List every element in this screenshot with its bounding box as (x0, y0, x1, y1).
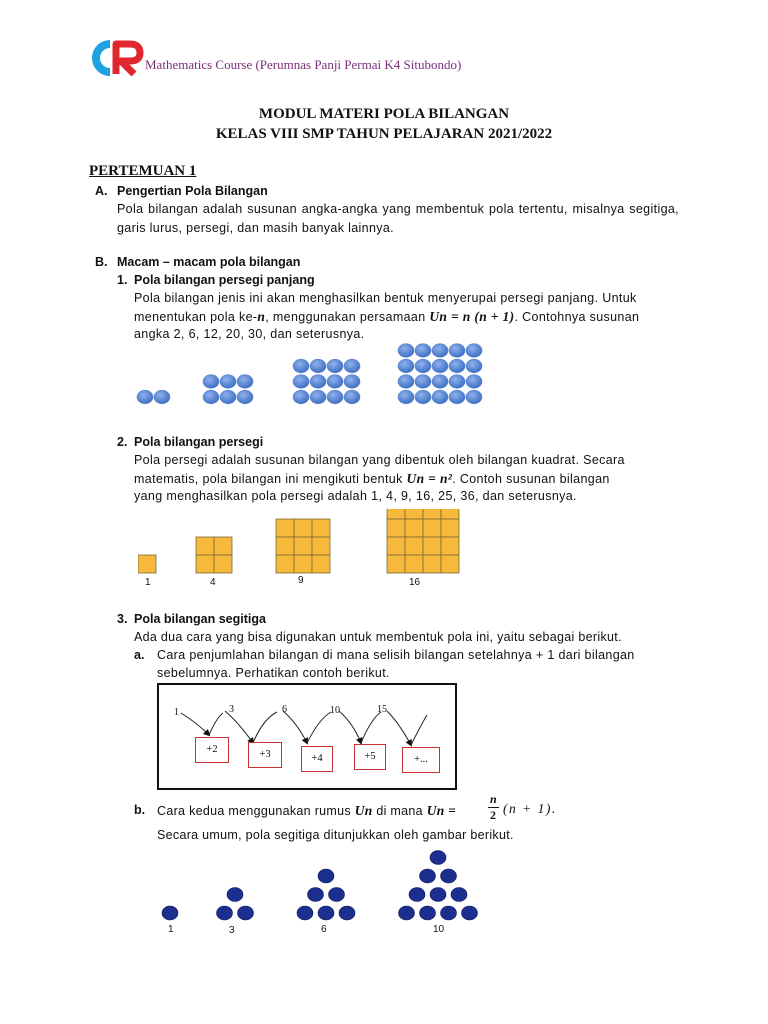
triangle-dot (462, 906, 478, 920)
triangle-dot (451, 888, 467, 902)
square-cell (294, 537, 312, 555)
section-a-marker: A. (95, 184, 108, 198)
logo (88, 40, 144, 76)
item3-heading: Pola bilangan segitiga (134, 612, 266, 626)
triangle-dot (420, 906, 436, 920)
square-cell (276, 537, 294, 555)
square-cell (138, 555, 156, 573)
item3a-line1: Cara penjumlahan bilangan di mana selisih bilangan setelahnya + 1 dari bilangan (157, 648, 635, 662)
rectangle-pattern-figure (130, 340, 500, 412)
square-cell (312, 519, 330, 537)
item3b-eq: = (444, 803, 457, 818)
triangle-label-6: 6 (321, 924, 327, 935)
square-cell (441, 519, 459, 537)
rectangle-dot (293, 375, 309, 389)
square-cell (423, 555, 441, 573)
rectangle-dot (432, 344, 448, 358)
triangle-dot (399, 906, 415, 920)
diff-box-more: +... (402, 747, 440, 773)
rectangle-dot (449, 375, 465, 389)
section-a-heading: Pengertian Pola Bilangan (117, 184, 268, 198)
square-cell (276, 555, 294, 573)
rectangle-dot (466, 344, 482, 358)
rectangle-dot (203, 390, 219, 404)
triangle-dots (158, 842, 498, 924)
triangle-dot (318, 869, 334, 883)
rectangle-dot (344, 390, 360, 404)
item3b-line1 (157, 801, 456, 821)
triangle-dot (308, 888, 324, 902)
triangle-pattern-figure (158, 842, 498, 942)
triangle-dot (238, 906, 254, 920)
rectangle-dot (398, 375, 414, 389)
item2-body-line2 (134, 469, 694, 489)
square-cell (423, 519, 441, 537)
rectangle-dot (415, 390, 431, 404)
rectangle-dot (449, 390, 465, 404)
square-grids (138, 509, 468, 577)
rectangle-dot (327, 390, 343, 404)
rectangle-dot (432, 375, 448, 389)
triangle-dot (318, 906, 334, 920)
triangle-dot (441, 906, 457, 920)
item3b-marker: b. (134, 803, 146, 817)
square-cell (405, 537, 423, 555)
triangle-dot (227, 888, 243, 902)
rectangle-dot (344, 375, 360, 389)
square-cell (312, 555, 330, 573)
triangle-label-1: 1 (168, 924, 174, 935)
item3b-text-b: di mana (372, 804, 427, 818)
triangle-dot (329, 888, 345, 902)
diff-box-2: +2 (195, 737, 229, 763)
triangle-label-3: 3 (229, 925, 235, 936)
diff-box-4: +4 (301, 746, 333, 772)
square-label-16: 16 (409, 577, 421, 588)
triangle-dot (297, 906, 313, 920)
item1-marker: 1. (117, 273, 128, 287)
diff-box-3: +3 (248, 742, 282, 768)
triangle-dot (441, 869, 457, 883)
item3b-line2: Secara umum, pola segitiga ditunjukkan oleh gambar berikut. (157, 828, 514, 842)
rectangle-dot (220, 375, 236, 389)
rectangle-dot (449, 344, 465, 358)
rectangle-dot (398, 344, 414, 358)
item3a-line2: sebelumnya. Perhatikan contoh berikut. (157, 666, 390, 680)
item1-text-c: . Contohnya susunan (514, 310, 640, 324)
item1-text-b: , menggunakan persamaan (265, 310, 430, 324)
square-cell (214, 555, 232, 573)
item1-body-line3: angka 2, 6, 12, 20, 30, dan seterusnya. (134, 327, 365, 341)
item1-n: n (257, 309, 266, 324)
diff-box-5: +5 (354, 744, 386, 770)
square-cell (423, 537, 441, 555)
triangle-dot (409, 888, 425, 902)
rectangle-dot (327, 359, 343, 373)
rectangle-dot (203, 375, 219, 389)
square-label-1: 1 (145, 577, 151, 588)
rectangle-dot (466, 359, 482, 373)
triangle-dot (217, 906, 233, 920)
meeting-heading: PERTEMUAN 1 (89, 163, 197, 179)
rectangle-dot (344, 359, 360, 373)
item2-text-a: matematis, pola bilangan ini mengikuti bentuk (134, 472, 407, 486)
rectangle-dot (466, 375, 482, 389)
section-b-marker: B. (95, 255, 108, 269)
square-cell (276, 519, 294, 537)
item2-body-line3: yang menghasilkan pola persegi adalah 1, 4, 9, 16, 25, 36, dan seterusnya. (134, 489, 577, 503)
module-subtitle: KELAS VIII SMP TAHUN PELAJARAN 2021/2022 (215, 126, 553, 142)
square-cell (312, 537, 330, 555)
item1-body-line2 (134, 307, 694, 327)
course-name: Mathematics Course (Perumnas Panji Permai K4 Situbondo) (145, 57, 462, 72)
difference-diagram (157, 683, 457, 790)
square-cell (387, 537, 405, 555)
rectangle-dot (432, 359, 448, 373)
section-b-heading: Macam – macam pola bilangan (117, 255, 301, 269)
square-pattern-figure (138, 509, 468, 591)
triangle-dot (420, 869, 436, 883)
rectangle-dot (293, 390, 309, 404)
item3b-frac-den: 2 (490, 808, 496, 822)
square-cell (294, 555, 312, 573)
rectangle-dot (237, 375, 253, 389)
item1-text-a: menentukan pola ke- (134, 310, 258, 324)
square-cell (441, 509, 459, 519)
rectangle-dot (415, 375, 431, 389)
square-cell (405, 509, 423, 519)
item2-body-line1: Pola persegi adalah susunan bilangan yang dibentuk oleh bilangan kuadrat. Secara (134, 453, 625, 467)
rectangle-dot (398, 390, 414, 404)
square-cell (196, 537, 214, 555)
rectangle-dot (415, 344, 431, 358)
item3b-frac-num: n (490, 792, 497, 806)
item3b-tail: (n + 1). (503, 801, 557, 816)
square-cell (387, 519, 405, 537)
triangle-dot (162, 906, 178, 920)
section-a-body: Pola bilangan adalah susunan angka-angka yang membentuk pola tertentu, misalnya segitiga, garis lurus, persegi, dan masih banyak lainnya. (117, 202, 679, 235)
square-label-9: 9 (298, 575, 304, 586)
item3b-un2: Un (426, 803, 445, 818)
square-cell (196, 555, 214, 573)
item3b-un1: Un (354, 803, 373, 818)
rectangle-dot (310, 359, 326, 373)
rectangle-dot (327, 375, 343, 389)
item3b-text-a: Cara kedua menggunakan rumus (157, 804, 355, 818)
rectangle-dot (137, 390, 153, 404)
square-cell (387, 509, 405, 519)
square-cell (214, 537, 232, 555)
square-cell (405, 519, 423, 537)
seq-number-10: 10 (330, 705, 340, 716)
seq-number-6: 6 (282, 704, 287, 715)
item1-formula: Un = n (n + 1) (429, 309, 515, 324)
square-cell (441, 555, 459, 573)
item1-heading: Pola bilangan persegi panjang (134, 273, 315, 287)
square-cell (294, 519, 312, 537)
item2-heading: Pola bilangan persegi (134, 435, 264, 449)
seq-number-15: 15 (377, 704, 387, 715)
module-title: MODUL MATERI POLA BILANGAN (258, 106, 510, 122)
rectangle-dot (432, 390, 448, 404)
triangle-dot (339, 906, 355, 920)
item3-marker: 3. (117, 612, 128, 626)
item1-body-line1: Pola bilangan jenis ini akan menghasilkan bentuk menyerupai persegi panjang. Untuk (134, 291, 637, 305)
rectangle-dot (293, 359, 309, 373)
square-label-4: 4 (210, 577, 216, 588)
item3a-marker: a. (134, 648, 145, 662)
rectangle-dot (237, 390, 253, 404)
triangle-dot (430, 851, 446, 865)
rectangle-dot (466, 390, 482, 404)
triangle-dot (430, 888, 446, 902)
seq-number-1: 1 (174, 707, 179, 718)
item2-formula: Un = n² (406, 471, 453, 486)
logo-graphic (88, 40, 144, 76)
square-cell (423, 509, 441, 519)
rectangle-dot (415, 359, 431, 373)
item2-text-b: . Contoh susunan bilangan (452, 472, 610, 486)
rectangle-dot (154, 390, 170, 404)
rectangle-dot (220, 390, 236, 404)
square-cell (405, 555, 423, 573)
rectangle-dot (449, 359, 465, 373)
rectangle-dot (310, 375, 326, 389)
item2-marker: 2. (117, 435, 128, 449)
rectangle-dot (398, 359, 414, 373)
triangle-label-10: 10 (433, 924, 445, 935)
seq-number-3: 3 (229, 704, 234, 715)
rectangle-dots (137, 344, 482, 404)
square-cell (387, 555, 405, 573)
square-cell (441, 537, 459, 555)
item3-body: Ada dua cara yang bisa digunakan untuk membentuk pola ini, yaitu sebagai berikut. (134, 630, 622, 644)
rectangle-dot (310, 390, 326, 404)
